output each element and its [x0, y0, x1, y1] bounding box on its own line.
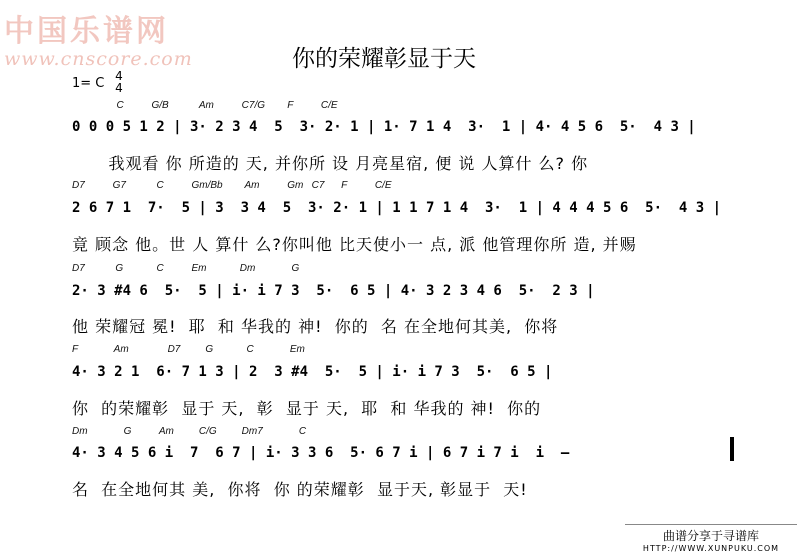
watermark-url: www.cnscore.com	[4, 48, 193, 70]
chord-line-4: F Am D7 G C Em	[72, 344, 305, 355]
notation-line-1: 0 0 0 5 1 2 | 3· 2 3 4 5 3· 2· 1 | 1· 7 1 4 3· 1 | 4· 4 5 6 5· 4 3 |	[72, 119, 696, 135]
time-signature-denominator: 4	[115, 81, 123, 95]
lyrics-line-5: 名 在全地何其 美, 你将 你 的荣耀彰 显于天, 彰显于 天!	[72, 480, 528, 499]
time-signature-numerator: 4	[115, 69, 123, 83]
notation-line-5: 4· 3 4 5 6 i 7 6 7 | i· 3 3 6 5· 6 7 i | 6 7 i 7 i i —	[72, 445, 578, 461]
chord-line-5: Dm G Am C/G Dm7 C	[72, 426, 307, 437]
footer-text: 曲谱分享于寻谱库	[662, 529, 759, 543]
chord-line-1: C G/B Am C7/G F C/E	[72, 100, 338, 111]
lyrics-line-1: 我观看 你 所造的 天, 并你所 设 月亮星宿, 便 说 人算什 么? 你	[72, 154, 589, 173]
lyrics-line-2: 竟 顾念 他。世 人 算什 么?你叫他 比天使小一 点, 派 他管理你所 造, 并赐	[72, 235, 637, 254]
notation-line-4: 4· 3 2 1 6· 7 1 3 | 2 3 #4 5· 5 | i· i 7 3 5· 6 5 |	[72, 364, 553, 380]
chord-line-2: D7 G7 C Gm/Bb Am Gm C7 F C/E	[72, 180, 392, 191]
song-title: 你的荣耀彰显于天	[292, 46, 476, 72]
lyrics-line-4: 你 的荣耀彰 显于 天, 彰 显于 天, 耶 和 华我的 神! 你的	[72, 399, 542, 418]
watermark-logo: 中国乐谱网	[4, 14, 169, 49]
notation-line-3: 2· 3 #4 6 5· 5 | i· i 7 3 5· 6 5 | 4· 3 2 3 4 6 5· 2 3 |	[72, 283, 595, 299]
source-footer	[625, 524, 797, 553]
notation-line-2: 2 6 7 1 7· 5 | 3 3 4 5 3· 2· 1 | 1 1 7 1 4 3· 1 | 4 4 4 5 6 5· 4 3 |	[72, 200, 722, 216]
lyrics-line-3: 他 荣耀冠 冕! 耶 和 华我的 神! 你的 名 在全地何其美, 你将	[72, 317, 559, 336]
chord-line-3: D7 G C Em Dm G	[72, 263, 300, 274]
footer-url[interactable]: HTTP://WWW.XUNPUKU.COM	[642, 544, 780, 553]
time-signature	[113, 70, 125, 94]
final-barline	[730, 437, 734, 461]
key-signature: 1= C	[72, 76, 105, 91]
